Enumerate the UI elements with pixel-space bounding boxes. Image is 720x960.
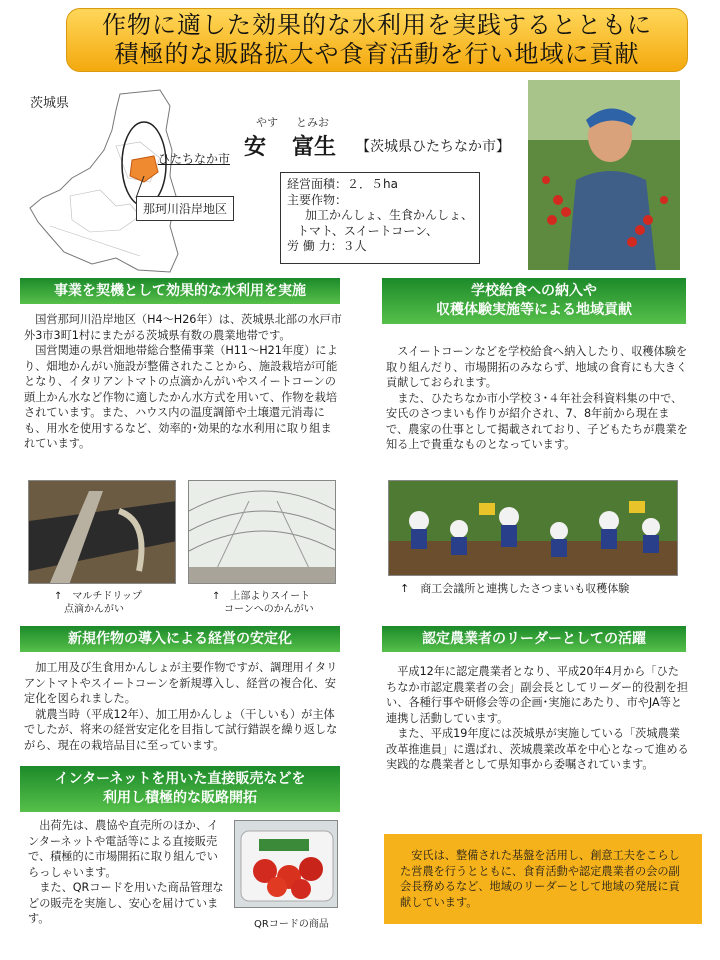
section3-paragraph-1: 加工用及び生食用かんしょが主要作物ですが、調理用イタリアントマトやスイートコーンを新規導入し、経営の複合化、安定化を図られました。 — [24, 661, 338, 705]
section1-title: 事業を契機として効果的な水利用を実施 — [54, 282, 306, 299]
section1-paragraph-2: 国営関連の県営畑地帯総合整備事業（H11〜H21年度）により、畑地かんがい施設が整備されたことから、施設栽培が可能となり、イタリアントマトの点滴かんがいやスイートコーンの頭上かん水など作物に適したかん水方式を用いて、作物を栽培されています。また、ハウス内の温度調節や土壌還元消毒にも、用水を使用するなど、効率的･効果的な水利用に取り組まれています。 — [24, 344, 338, 450]
summary-text: 安氏は、整備された基盤を活用し、創意工夫をこらした営農を行うとともに、食育活動や認定農業者の会の副会長務めるなど、地域のリーダーとして地域の発展に貢献しています。 — [400, 849, 680, 909]
name-given: 富生 — [292, 135, 337, 160]
farm-info-box — [280, 172, 480, 264]
farm-crops-line-2: トマト、スイートコーン、 — [297, 223, 439, 238]
section4-body — [386, 664, 690, 773]
title-line-2: 積極的な販路拡大や食育活動を行い地域に貢献 — [114, 40, 640, 68]
section5-title-line-1: インターネットを用いた直接販売などを — [54, 771, 306, 787]
map-area-label: 那珂川沿岸地区 — [136, 196, 234, 221]
farm-crops-line-1: 加工かんしょ、生食かんしょ、 — [305, 208, 474, 222]
map-prefecture-label: 茨城県 — [30, 96, 70, 111]
section5-header — [20, 766, 340, 812]
section2-paragraph-2: また、ひたちなか市小学校３･４年社会科資料集の中で、安氏のさつまいも作りが紹介され、7、8年前から現在まで、農家の仕事として掲載されており、子どもたちが農業を知る上で貴重なものとなっています。 — [386, 391, 688, 451]
section3-body — [24, 660, 342, 753]
name-family: 安 — [244, 135, 267, 160]
section5-paragraph-1: 出荷先は、農協や直売所のほか、インターネットや電話等による直接販売で、積極的に市場開拓に取り組んでいらっしゃいます。 — [28, 819, 219, 879]
qr-product-photo — [234, 820, 338, 908]
section2-paragraph-1: スイートコーンなどを学校給食へ納入したり、収穫体験を取り組んだり、市場開拓のみならず、地域の食育にも大きく貢献しておられます。 — [386, 345, 688, 389]
farm-area: 経営面積：２．５ha — [287, 177, 398, 191]
section5-body — [28, 818, 226, 927]
section2-body — [386, 344, 688, 453]
caption-overhead-line-2: コーンへのかんがい — [224, 604, 314, 615]
ibaraki-map — [20, 86, 270, 276]
section4-header — [382, 626, 686, 652]
caption-drip-line-1: ↑ マルチドリップ — [54, 591, 142, 602]
person-location: 【茨城県ひたちなか市】 — [356, 139, 510, 155]
summary-box — [384, 834, 702, 924]
section1-header — [20, 278, 340, 304]
caption-overhead — [212, 590, 342, 616]
name-ruby-family: やす — [256, 116, 278, 129]
farm-crops-label: 主要作物： — [287, 192, 348, 207]
caption-qr-product: QRコードの商品 — [254, 919, 329, 930]
farmer-portrait-photo — [528, 80, 680, 270]
title-line-1: 作物に適した効果的な水利用を実践するとともに — [102, 11, 652, 39]
section3-header — [20, 626, 340, 652]
drip-irrigation-photo — [28, 480, 176, 584]
section1-body — [24, 312, 342, 452]
section3-title: 新規作物の導入による経営の安定化 — [68, 630, 292, 647]
harvest-experience-photo — [388, 480, 678, 576]
section2-title-line-1: 学校給食への納入や — [471, 283, 597, 299]
section2-header — [382, 278, 686, 324]
section3-paragraph-2: 就農当時（平成12年）、加工用かんしょ（干しいも）が主体でしたが、将来の経営安定化を目指して試行錯誤を繰り返しながら、現在の栽培品目に至っています。 — [24, 707, 338, 752]
section5-title-line-2: 利用し積極的な販路開拓 — [103, 790, 257, 806]
section2-title-line-2: 収穫体験実施等による地域貢献 — [436, 302, 632, 318]
section5-paragraph-2: また、QRコードを用いた商品管理などの販売を実施し、安心を届けています。 — [28, 881, 224, 925]
name-ruby-given: とみお — [296, 116, 329, 129]
caption-drip — [54, 590, 174, 616]
section1-paragraph-1: 国営那珂川沿岸地区（H4〜H26年）は、茨城県北部の水戸市外3市3町1村にまたがる茨城県有数の農業地帯です。 — [24, 313, 342, 342]
section4-title: 認定農業者のリーダーとしての活躍 — [422, 630, 646, 647]
farm-labor: 労 働 力：３人 — [287, 239, 367, 253]
map-city-label: ひたちなか市 — [158, 152, 231, 166]
caption-harvest: ↑ 商工会議所と連携したさつまいも収穫体験 — [400, 582, 630, 595]
overhead-irrigation-photo — [188, 480, 336, 584]
caption-overhead-line-1: ↑ 上部よりスイート — [212, 591, 311, 602]
section4-paragraph-1: 平成12年に認定農業者となり、平成20年4月から「ひたちなか市認定農業者の会」副会長としてリーダー的役割を担い、各種行事や研修会等の企画･実施にあたり、市やJA等と連携し活動しています。 — [386, 665, 689, 725]
section4-paragraph-2: また、平成19年度には茨城県が実施している「茨城農業改革推進員」に選ばれ、茨城農業改革を中心となって進める実践的な農業者として県知事から委嘱されています。 — [386, 727, 689, 771]
caption-drip-line-2: 点滴かんがい — [64, 604, 124, 615]
title-banner — [66, 8, 688, 72]
